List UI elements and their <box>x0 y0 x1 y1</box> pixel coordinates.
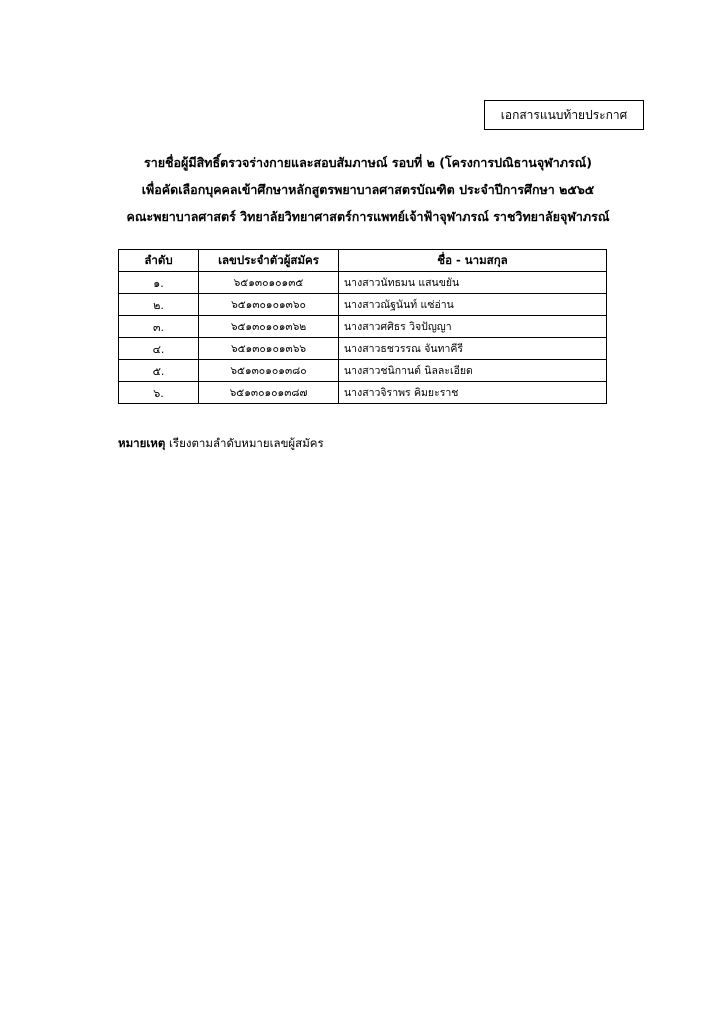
cell-order: ๕. <box>119 360 199 382</box>
remark-text: เรียงตามลำดับหมายเลขผู้สมัคร <box>165 436 324 450</box>
cell-applicant-id: ๖๕๑๓๐๑๐๑๓๖๐ <box>199 294 339 316</box>
cell-name: นางสาวธชวรรณ จันทาคีรี <box>339 338 607 360</box>
cell-name: นางสาวชนิกานต์ นิลละเอียด <box>339 360 607 382</box>
applicants-table <box>118 249 607 404</box>
cell-name: นางสาวศศิธร วิจปัญญา <box>339 316 607 338</box>
heading-line-1: รายชื่อผู้มีสิทธิ์ตรวจร่างกายและสอบสัมภาษณ์ รอบที่ ๒ (โครงการปณิธานจุฬาภรณ์) <box>144 155 592 170</box>
table-row <box>119 294 607 316</box>
table-row <box>119 382 607 404</box>
cell-applicant-id: ๖๕๑๓๐๑๐๑๓๖๒ <box>199 316 339 338</box>
column-header-order: ลำดับ <box>119 250 199 272</box>
table-header-row <box>119 250 607 272</box>
cell-applicant-id: ๖๕๑๓๐๑๐๑๓๘๗ <box>199 382 339 404</box>
column-header-name: ชื่อ - นามสกุล <box>339 250 607 272</box>
cell-order: ๓. <box>119 316 199 338</box>
table-row <box>119 360 607 382</box>
heading-line-3: คณะพยาบาลศาสตร์ วิทยาลัยวิทยาศาสตร์การแพทย์เจ้าฟ้าจุฬาภรณ์ ราชวิทยาลัยจุฬาภรณ์ <box>126 209 610 224</box>
table-row <box>119 338 607 360</box>
document-attachment-label <box>484 100 644 130</box>
cell-order: ๖. <box>119 382 199 404</box>
cell-order: ๑. <box>119 272 199 294</box>
document-attachment-label-text: เอกสารแนบท้ายประกาศ <box>500 107 628 122</box>
cell-applicant-id: ๖๕๑๓๐๑๐๑๓๕ <box>199 272 339 294</box>
heading-line-2: เพื่อคัดเลือกบุคคลเข้าศึกษาหลักสูตรพยาบาลศาสตรบัณฑิต ประจำปีการศึกษา ๒๕๖๕ <box>141 182 595 197</box>
cell-name: นางสาวนัทธมน แสนขยัน <box>339 272 607 294</box>
table-row <box>119 272 607 294</box>
table-row <box>119 316 607 338</box>
column-header-applicant-id: เลขประจำตัวผู้สมัคร <box>199 250 339 272</box>
cell-name: นางสาวณัฐนันท์ แซ่อ่าน <box>339 294 607 316</box>
remark-label: หมายเหตุ <box>118 436 166 450</box>
cell-name: นางสาวจิราพร คิมยะราช <box>339 382 607 404</box>
cell-applicant-id: ๖๕๑๓๐๑๐๑๓๘๐ <box>199 360 339 382</box>
cell-order: ๔. <box>119 338 199 360</box>
cell-applicant-id: ๖๕๑๓๐๑๐๑๓๖๖ <box>199 338 339 360</box>
remark-note <box>118 435 324 453</box>
cell-order: ๒. <box>119 294 199 316</box>
